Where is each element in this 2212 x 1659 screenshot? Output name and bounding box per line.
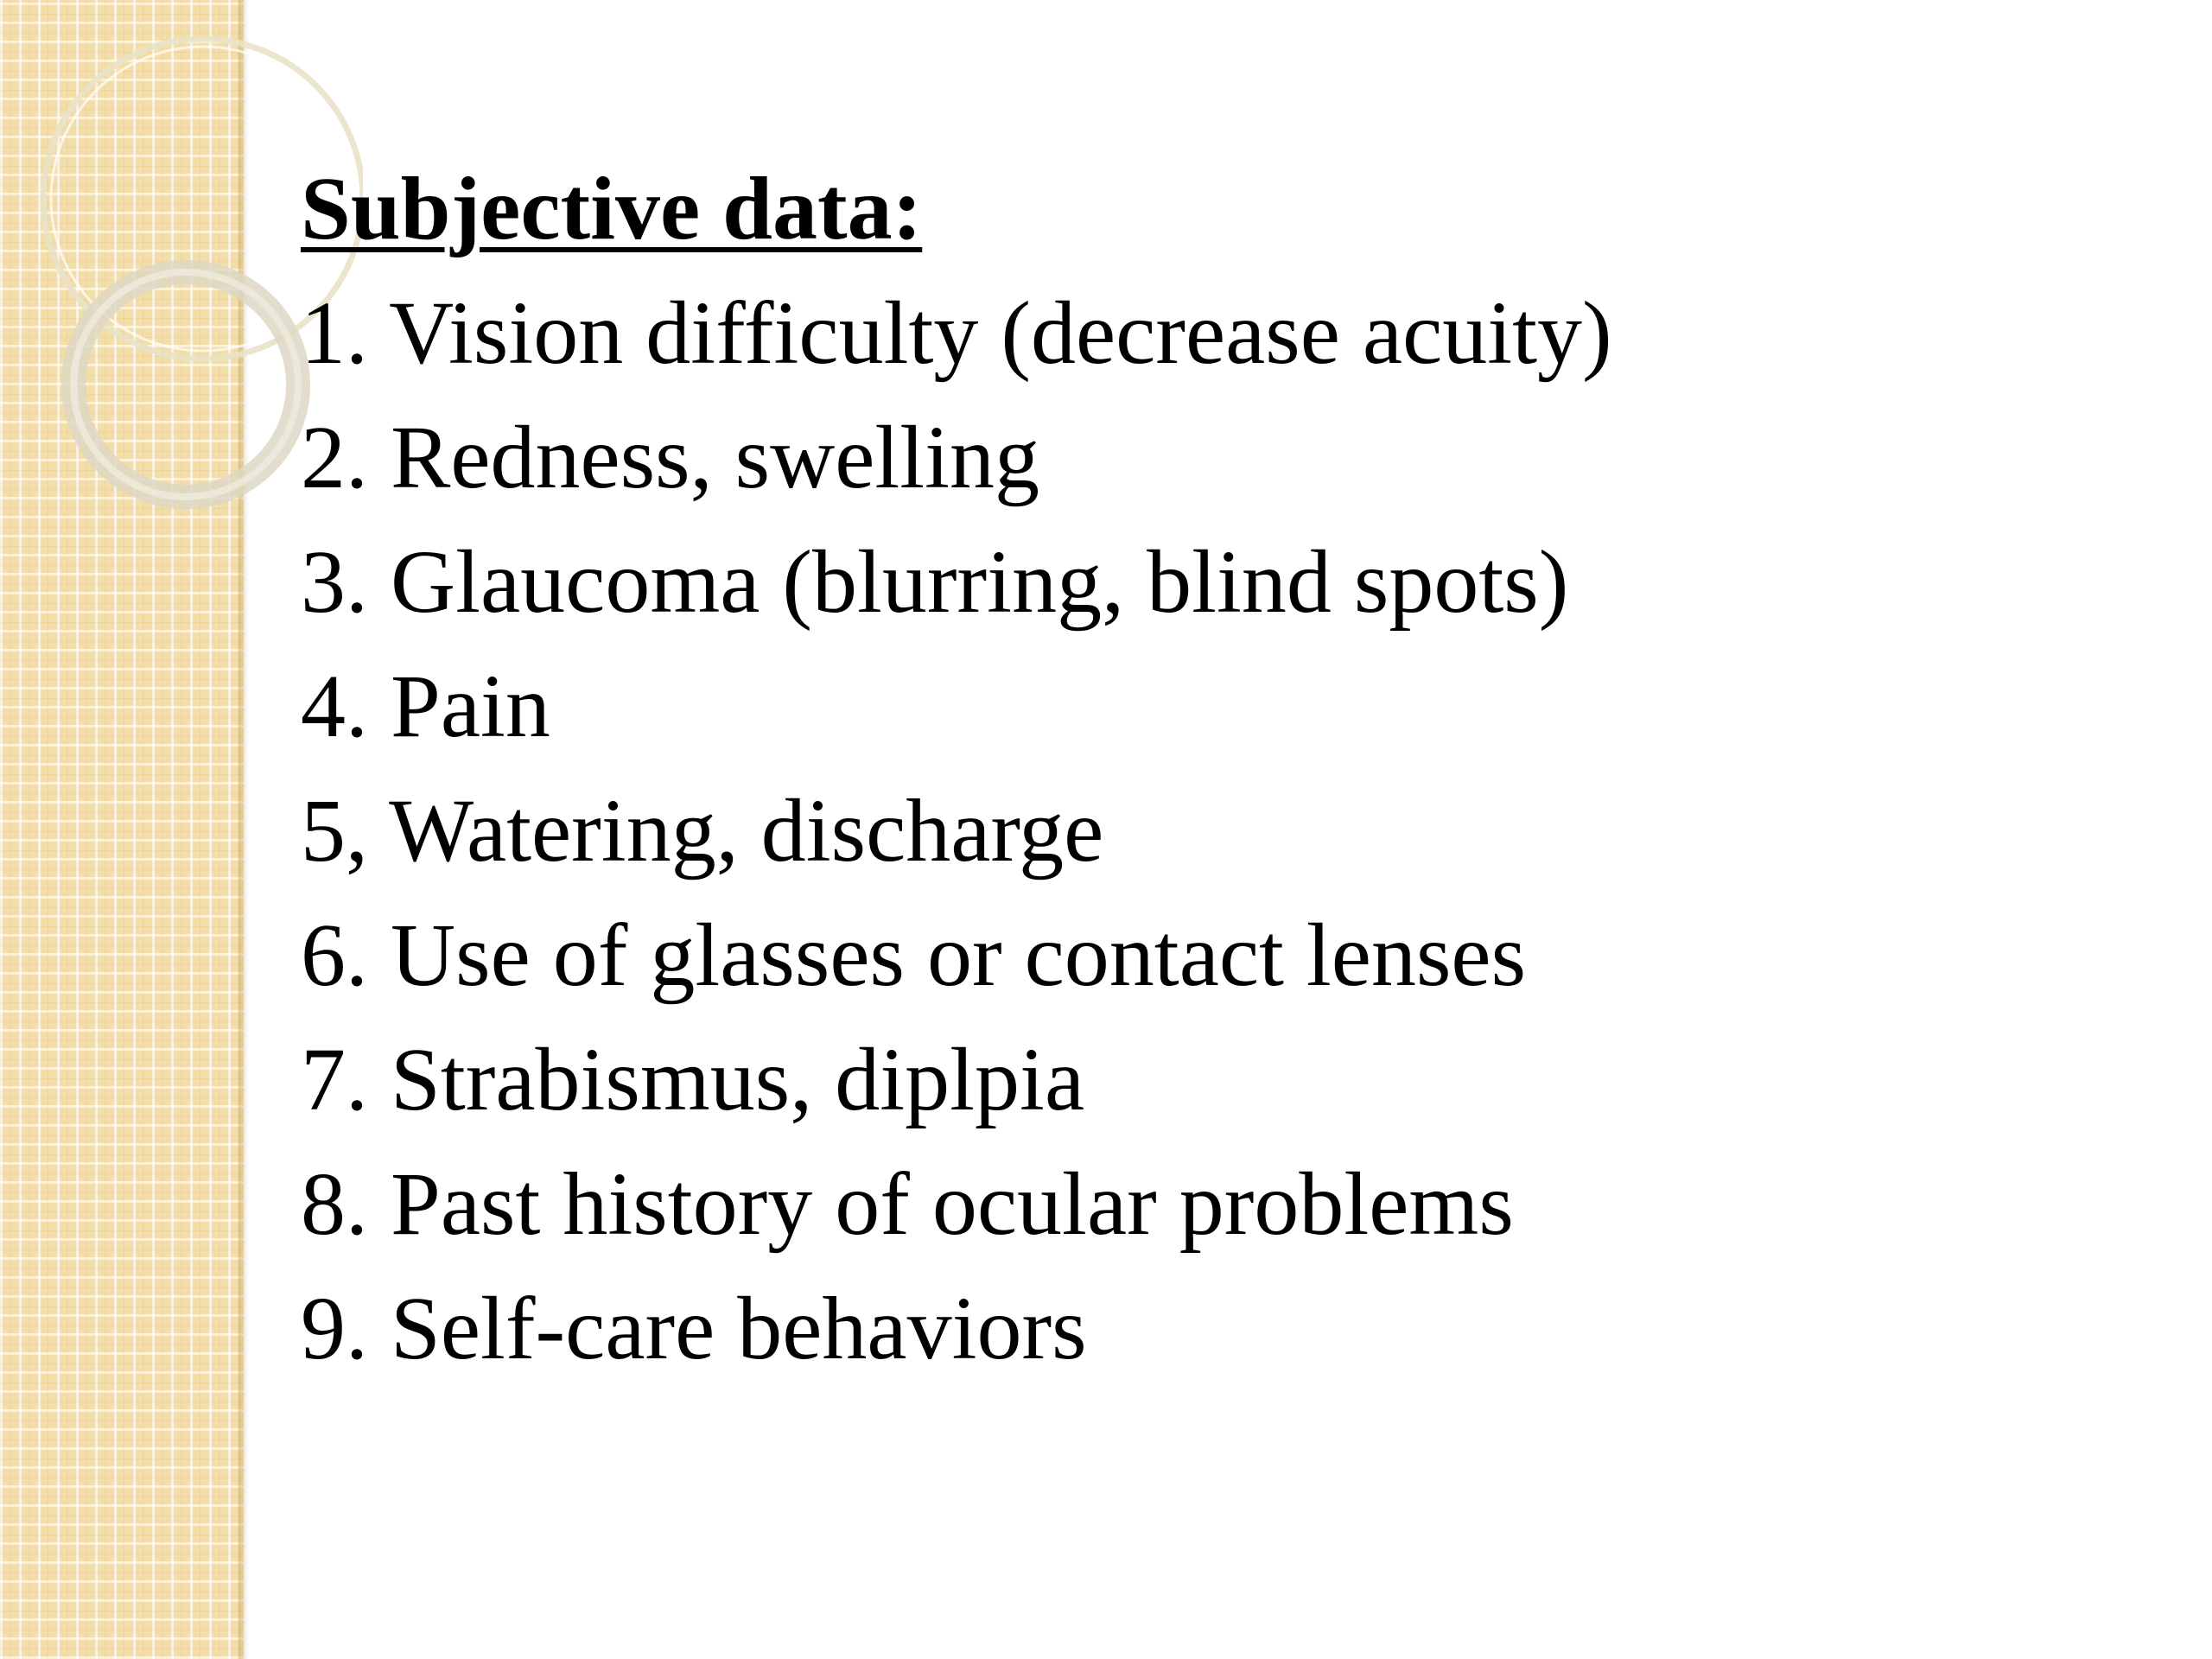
list-item: 6. Use of glasses or contact lenses: [301, 906, 1527, 1005]
slide-content: [301, 147, 2115, 1391]
list-item: 9. Self-care behaviors: [301, 1279, 1087, 1378]
list-item: 4. Pain: [301, 657, 550, 756]
list-item: 7. Strabismus, diplpia: [301, 1030, 1085, 1129]
list-item: 3. Glaucoma (blurring, blind spots): [301, 532, 1569, 632]
list-item: 1. Vision difficulty (decrease acuity): [301, 283, 1612, 383]
symptom-list: [301, 271, 2115, 1391]
list-item: 2. Redness, swelling: [301, 408, 1040, 507]
list-item: 5, Watering, discharge: [301, 781, 1104, 880]
list-item: 8. Past history of ocular problems: [301, 1154, 1514, 1254]
slide-heading: Subjective data:: [301, 159, 923, 258]
small-ring-highlight: [73, 272, 298, 497]
